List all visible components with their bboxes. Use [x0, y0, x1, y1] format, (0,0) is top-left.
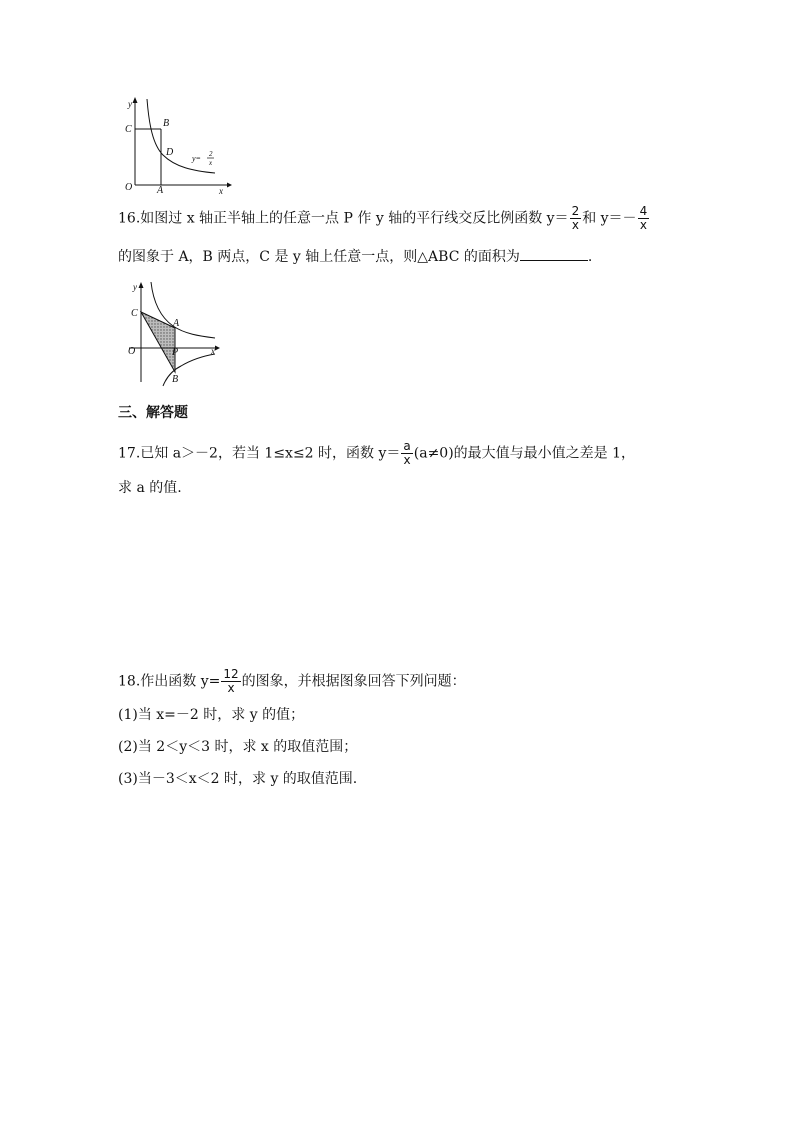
q18-part-1: (1)当 x=－2 时，求 y 的值；	[118, 707, 305, 723]
q18-line-1	[118, 668, 466, 695]
label-origin: O	[125, 182, 133, 193]
x-axis-arrow	[227, 183, 232, 188]
q16-fraction-1-num: 2	[571, 204, 580, 218]
triangle-abc	[141, 312, 175, 372]
y-axis-arrow	[133, 97, 138, 103]
label-point-d: D	[166, 147, 174, 158]
label-y-axis: y	[128, 99, 132, 109]
label-point-a: A	[173, 318, 180, 329]
q18-part-3: (3)当－3＜x＜2 时，求 y 的取值范围.	[118, 771, 358, 787]
q16-answer-blank	[520, 246, 588, 261]
hyperbola-curve	[147, 99, 215, 173]
label-x-axis: x	[219, 186, 223, 196]
label-point-a: A	[157, 185, 164, 196]
figure-1-svg	[115, 95, 235, 195]
label-y-axis: y	[133, 282, 137, 292]
q16-line-1	[118, 205, 650, 232]
q17-line-2: 求 a 的值.	[118, 480, 182, 496]
q17-text-suffix: (a≠0)的最大值与最小值之差是 1，	[413, 445, 636, 462]
label-point-c: C	[125, 124, 132, 135]
q16-text-mid: 和 y＝－	[582, 210, 637, 227]
q16-line-2	[118, 246, 592, 267]
figure-2-hyperbolas	[115, 278, 225, 386]
q17-fraction-den: x	[403, 453, 411, 467]
q16-text-prefix: 16.如图过 x 轴正半轴上的任意一点 P 作 y 轴的平行线交反比例函数 y＝	[118, 210, 569, 227]
label-x-axis: x	[211, 346, 215, 356]
q17-fraction	[401, 440, 412, 467]
label-point-b: B	[163, 118, 170, 129]
label-point-b: B	[172, 374, 179, 385]
q18-fraction-num: 12	[223, 667, 239, 681]
q17-text-prefix: 17.已知 a＞－2，若当 1≤x≤2 时，函数 y＝	[118, 445, 401, 462]
q18-part-2: (2)当 2＜y＜3 时，求 x 的取值范围；	[118, 739, 358, 755]
q18-fraction-den: x	[227, 681, 235, 695]
label-point-p: P	[172, 347, 179, 358]
q16-fraction-2-den: x	[639, 218, 647, 232]
q16-text-line-2: 的图象于 A，B 两点，C 是 y 轴上任意一点，则△ABC 的面积为	[118, 249, 520, 265]
q16-fraction-2	[638, 205, 650, 232]
label-point-c: C	[131, 308, 138, 319]
section-heading: 三、解答题	[118, 405, 188, 421]
label-origin: O	[128, 346, 136, 357]
q18-fraction	[221, 668, 240, 695]
curve-label-lhs: y=	[192, 154, 201, 163]
q17-line-1	[118, 440, 635, 467]
x-axis-arrow	[215, 346, 220, 351]
q18-text-prefix: 18.作出函数 y=	[118, 673, 221, 690]
q16-fraction-1	[570, 205, 582, 232]
q16-text-line-2-end: .	[587, 249, 593, 265]
q18-text-suffix: 的图象，并根据图象回答下列问题：	[241, 673, 466, 690]
figure-1-hyperbola	[115, 95, 235, 195]
q17-fraction-num: a	[403, 439, 411, 453]
y-axis-arrow	[139, 282, 144, 288]
curve-label-num: 2	[209, 150, 213, 158]
curve-label-den: x	[209, 159, 213, 167]
figure-2-svg	[115, 278, 225, 386]
q16-fraction-2-num: 4	[639, 204, 648, 218]
q16-fraction-1-den: x	[571, 218, 579, 232]
